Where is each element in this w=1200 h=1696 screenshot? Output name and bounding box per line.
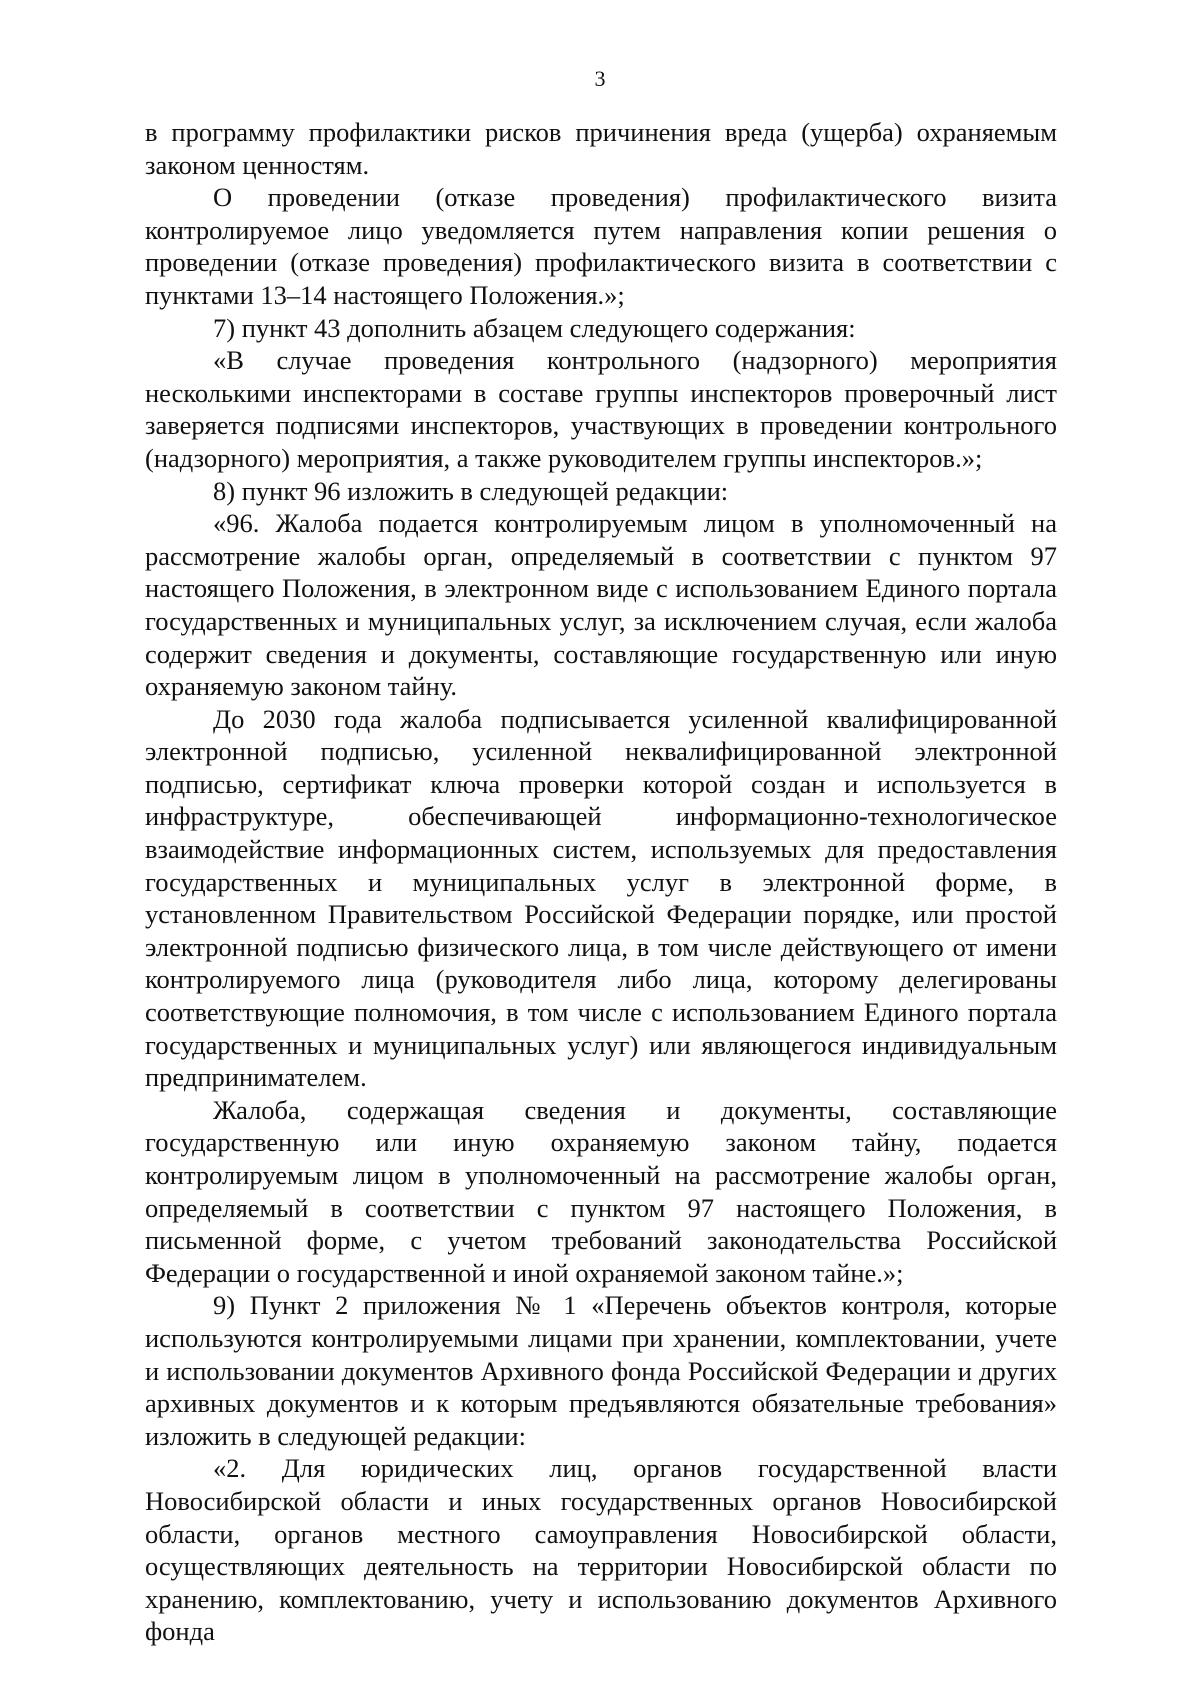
page-number: 3 (594, 66, 606, 91)
paragraph-10: «2. Для юридических лиц, органов государственной власти Новосибирской области и иных государственных органов Новосибирской области, органов местного самоуправления Новосибирской области, осуществляющих деятельность на территории Новосибирской области по хранению, комплектованию, учету и использованию документов Архивного фонда (145, 1453, 1057, 1647)
paragraph-5: 8) пункт 96 изложить в следующей редакции: (213, 475, 729, 506)
document-body (145, 116, 1057, 1648)
paragraph-4: «В случае проведения контрольного (надзорного) мероприятия несколькими инспекторами в составе группы инспекторов проверочный лист заверяется подписями инспекторов, участвующих в проведении контрольного (надзорного) мероприятия, а также руководителем группы инспекторов.»; (145, 345, 1057, 473)
paragraph-7: До 2030 года жалоба подписывается усиленной квалифицированной электронной подписью, усиленной неквалифицированной электронной подписью, сертификат ключа проверки которой создан и используется в инфраструктуре, обеспечивающей информационно-технологическое взаимодействие информационных систем, используемых для предоставления государственных и муниципальных услуг в электронной форме, в установленном Правительством Российской Федерации порядке, или простой электронной подписью физического лица, в том числе действующего от имени контролируемого лица (руководителя либо лица, которому делегированы соответствующие полномочия, в том числе с использованием Единого портала государственных и муниципальных услуг) или являющегося индивидуальным предпринимателем. (145, 703, 1057, 1093)
paragraph-2: О проведении (отказе проведения) профилактического визита контролируемое лицо уведомляется путем направления копии решения о проведении (отказе проведения) профилактического визита в соответствии с пунктами 13–14 настоящего Положения.»; (145, 182, 1057, 310)
paragraph-8: Жалоба, содержащая сведения и документы, составляющие государственную или иную охраняемую законом тайну, подается контролируемым лицом в уполномоченный на рассмотрение жалобы орган, определяемый в соответствии с пунктом 97 настоящего Положения, в письменной форме, с учетом требований законодательства Российской Федерации о государственной и иной охраняемой законом тайне.»; (145, 1094, 1057, 1288)
paragraph-1: в программу профилактики рисков причинения вреда (ущерба) охраняемым законом ценностям. (145, 117, 1057, 180)
paragraph-3: 7) пункт 43 дополнить абзацем следующего содержания: (213, 312, 856, 343)
paragraph-6: «96. Жалоба подается контролируемым лицом в уполномоченный на рассмотрение жалобы орган, определяемый в соответствии с пунктом 97 настоящего Положения, в электронном виде с использованием Единого портала государственных и муниципальных услуг, за исключением случая, если жалоба содержит сведения и документы, составляющие государственную или иную охраняемую законом тайну. (145, 508, 1057, 702)
paragraph-9: 9) Пункт 2 приложения № 1 «Перечень объектов контроля, которые используются контролируемыми лицами при хранении, комплектовании, учете и использовании документов Архивного фонда Российской Федерации и других архивных документов и к которым предъявляются обязательные требования» изложить в следующей редакции: (145, 1290, 1057, 1451)
